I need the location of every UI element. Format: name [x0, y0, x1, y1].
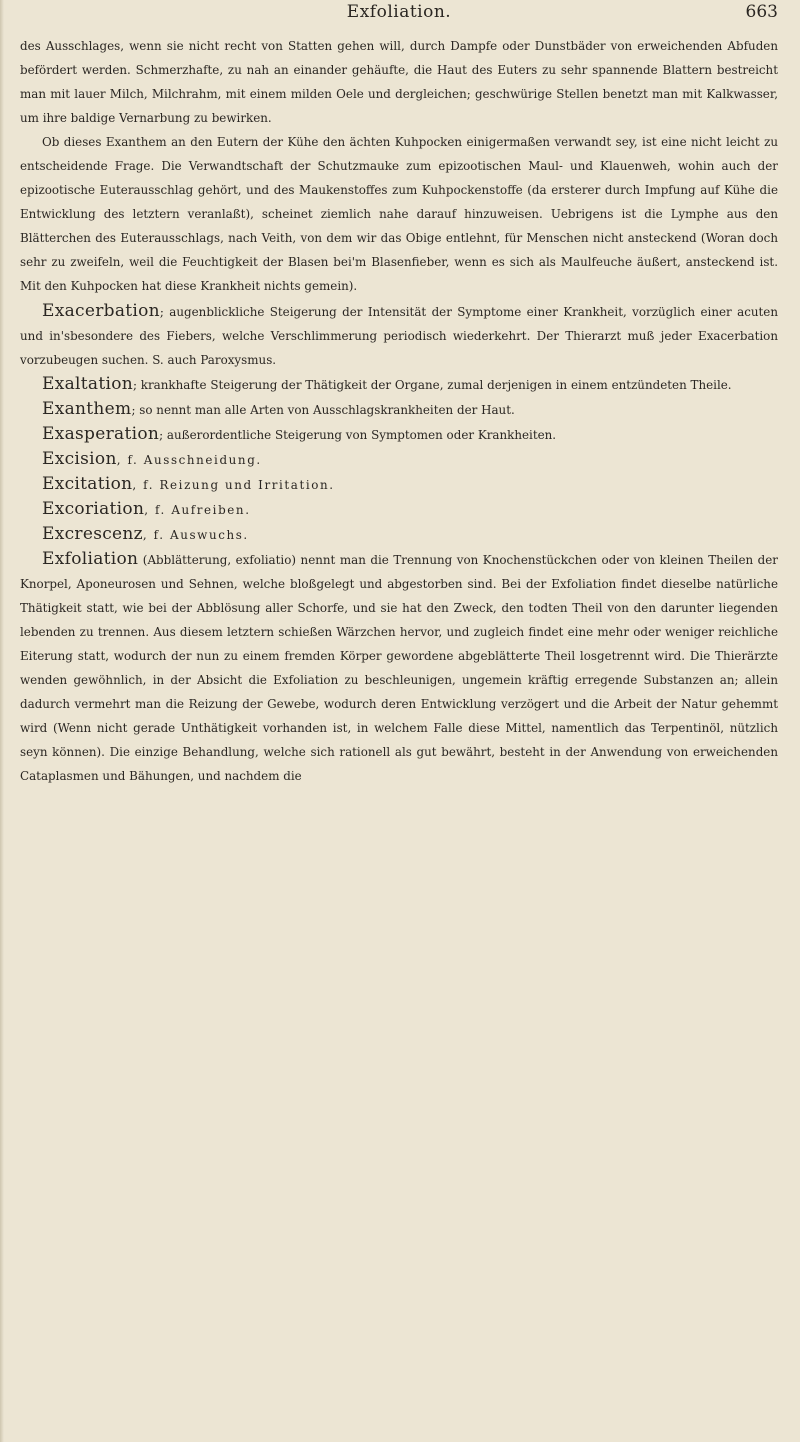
entry-definition: (Abblätterung, exfoliatio) nennt man die Trennung von Knochenstückchen oder von kleinen Theilen der Knorpel, Aponeurosen und Sehnen, welche bloßgelegt und abgestorben sind. Bei der Exfoliation findet dieselbe natürliche Thätigkeit statt, wie bei der Abblösung aller Schorfe, und sie hat den Zweck, den todten Theil von den darunter liegenden lebenden zu trennen. Aus diesem letztern schießen Wärzchen hervor, und zugleich findet eine mehr oder weniger reichliche Eiterung statt, wodurch der nun zu einem fremden Körper gewordene abgeblätterte Theil losgetrennt wird. Die Thierärzte wenden gewöhnlich, in der Absicht die Exfoliation zu beschleunigen, ungemein kräftig erregende Substanzen an; allein dadurch vermehrt man die Reizung der Gewebe, wodurch deren Entwicklung verzögert und die Arbeit der Natur gehemmt wird (Wenn nicht gerade Unthätigkeit vorhanden ist, in welchem Falle diese Mittel, namentlich das Terpentinöl, nützlich seyn können). Die einzige Behandlung, welche sich rationell als gut bewährt, besteht in der Anwendung von erweichenden Cataplasmen und Bähungen, und nachdem die	[20, 552, 778, 784]
entry-definition: , f. Ausschneidung.	[116, 452, 262, 467]
entry-term: Excision	[42, 448, 117, 469]
entry-exanthem	[20, 397, 778, 422]
entry-term: Exfoliation	[42, 548, 139, 569]
entry-excitation	[20, 472, 778, 497]
page-gutter-shadow	[0, 0, 4, 1442]
entry-excision	[20, 447, 778, 472]
entry-term: Exacerbation	[42, 300, 160, 321]
entry-definition: ; so nennt man alle Arten von Ausschlagskrankheiten der Haut.	[131, 402, 515, 417]
entry-term: Excrescenz	[42, 523, 143, 544]
entry-exaltation	[20, 372, 778, 397]
entry-definition: , f. Auswuchs.	[142, 527, 249, 542]
entry-exacerbation	[20, 299, 778, 372]
entry-term: Exanthem	[42, 398, 132, 419]
body-text	[20, 34, 778, 788]
entry-excoriation	[20, 497, 778, 522]
paragraph-euter-treatment: des Ausschlages, wenn sie nicht recht von Statten gehen will, durch Dampfe oder Dunstbäder von erweichenden Abfuden befördert werden. Schmerzhafte, zu nah an einander gehäufte, die Haut des Euters zu sehr spannende Blattern bestreicht man mit lauer Milch, Milchrahm, mit einem milden Oele und dergleichen; geschwürige Stellen benetzt man mit Kalkwasser, um ihre baldige Vernarbung zu bewirken.	[20, 39, 778, 126]
entry-definition: , f. Aufreiben.	[144, 502, 251, 517]
page-header	[20, 0, 778, 34]
entry-definition: ; krankhafte Steigerung der Thätigkeit der Organe, zumal derjenigen in einem entzündeten Theile.	[133, 377, 732, 392]
entry-term: Excitation	[42, 473, 133, 494]
entry-definition: , f. Reizung und Irritation.	[132, 477, 335, 492]
entry-excrescenz	[20, 522, 778, 547]
entry-exasperation	[20, 422, 778, 447]
entry-exfoliation	[20, 547, 778, 788]
entry-definition: ; augenblickliche Steigerung der Intensität der Symptome einer Krankheit, vorzüglich einer acuten und in'sbesondere des Fiebers, welche Verschlimmerung periodisch wiederkehrt. Der Thierarzt muß jeder Exacerbation vorzubeugen suchen. S. auch Paroxysmus.	[20, 304, 778, 367]
running-head: Exfoliation.	[346, 2, 452, 22]
entry-term: Exasperation	[42, 423, 160, 444]
entry-definition: ; außerordentliche Steigerung von Symptomen oder Krankheiten.	[159, 427, 557, 442]
entry-term: Excoriation	[42, 498, 145, 519]
entry-term: Exaltation	[42, 373, 133, 394]
paragraph-kuhpocken: Ob dieses Exanthem an den Eutern der Kühe den ächten Kuhpocken einigermaßen verwandt sey, ist eine nicht leicht zu entscheidende Frage. Die Verwandtschaft der Schutzmauke zum epizootischen Maul- und Klauenweh, wohin auch der epizootische Euterausschlag gehört, und des Maukenstoffes zum Kuhpockenstoffe (da ersterer durch Impfung auf Kühe die Entwicklung des letztern veranlaßt), scheinet ziemlich nahe darauf hinzuweisen. Uebrigens ist die Lymphe aus den Blätterchen des Euterausschlags, nach Veith, von dem wir das Obige entlehnt, für Menschen nicht ansteckend (Woran doch sehr zu zweifeln, weil die Feuchtigkeit der Blasen bei'm Blasenfieber, wenn es sich als Maulfeuche äußert, ansteckend ist. Mit den Kuhpocken hat diese Krankheit nichts gemein).	[20, 135, 778, 294]
page-number: 663	[745, 2, 778, 22]
